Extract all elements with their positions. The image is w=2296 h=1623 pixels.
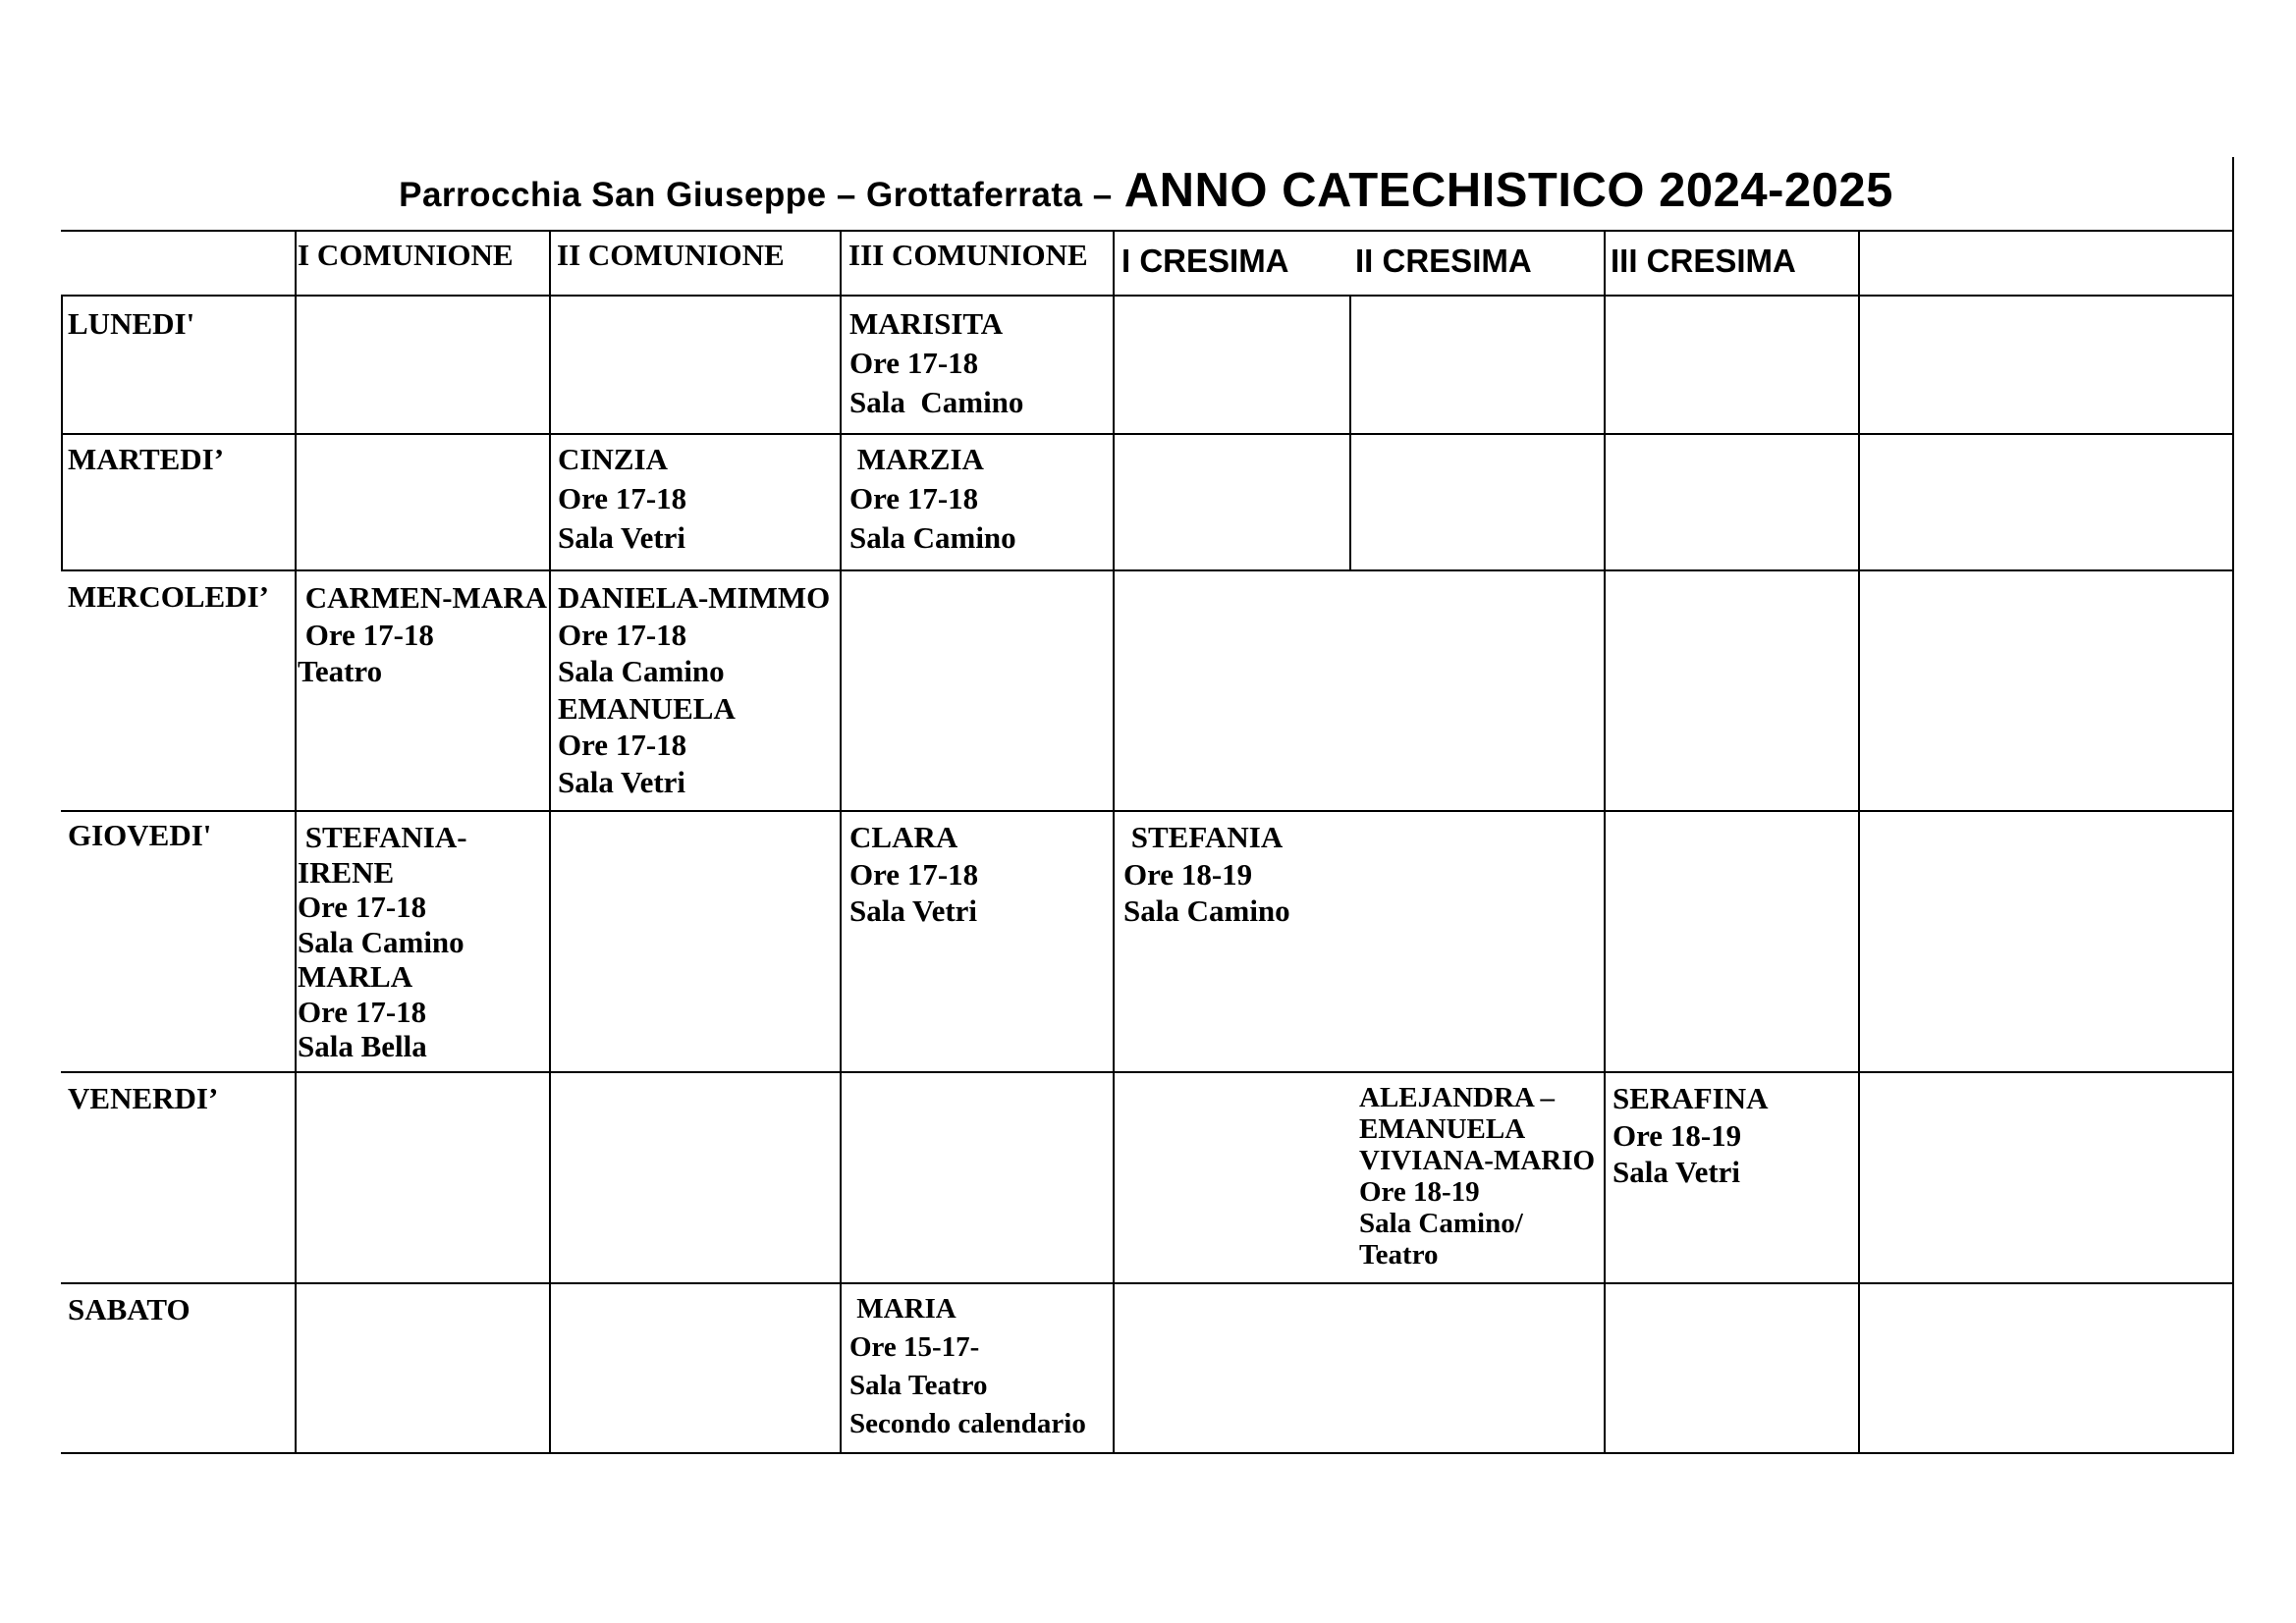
entry-line: MARISITA	[849, 306, 1004, 341]
grid-line	[1858, 230, 1860, 1454]
column-header-i-cresima: I CRESIMA	[1121, 243, 1289, 279]
day-label-lunedi: LUNEDI'	[68, 306, 195, 341]
column-header-ii-comunione: II COMUNIONE	[557, 238, 785, 272]
entry-lunedi-iii-comunione	[849, 304, 1023, 422]
grid-line	[295, 230, 297, 1454]
column-header-ii-cresima: II CRESIMA	[1355, 243, 1532, 279]
entry-line: Ore 18-19	[1359, 1176, 1480, 1208]
entry-line: VIVIANA-MARIO	[1359, 1145, 1596, 1176]
entry-line: MARLA	[298, 959, 413, 994]
day-label-martedi: MARTEDI’	[68, 442, 225, 476]
grid-line	[840, 230, 842, 1454]
grid-line	[61, 569, 2234, 571]
entry-line: Ore 15-17-	[849, 1331, 980, 1363]
entry-line: Teatro	[298, 654, 383, 688]
title-parish: Parrocchia San Giuseppe – Grottaferrata –	[399, 176, 1113, 214]
title-year: ANNO CATECHISTICO 2024-2025	[1123, 164, 1893, 217]
entry-line: Ore 17-18	[849, 856, 979, 892]
grid-line	[61, 433, 63, 569]
column-header-iii-cresima: III CRESIMA	[1611, 243, 1796, 279]
grid-line	[549, 230, 551, 1454]
day-label-mercoledi: MERCOLEDI’	[68, 579, 269, 614]
entry-line: Ore 17-18	[558, 728, 687, 762]
entry-line: Sala Camino	[558, 654, 725, 688]
entry-line: CLARA	[849, 820, 958, 854]
entry-line: Ore 18-19	[1123, 856, 1253, 892]
entry-line: Sala Camino	[1123, 893, 1290, 928]
entry-martedi-ii-comunione	[558, 440, 686, 558]
grid-line	[61, 1282, 2234, 1284]
entry-line: Sala Bella	[298, 1029, 427, 1063]
grid-line	[61, 1452, 2234, 1454]
entry-line: Sala Vetri	[558, 520, 686, 555]
column-header-iii-comunione: III COMUNIONE	[848, 238, 1088, 272]
day-label-venerdi: VENERDI’	[68, 1081, 219, 1115]
entry-venerdi-iii-cresima	[1613, 1080, 1768, 1191]
grid-line	[1349, 295, 1351, 570]
grid-line	[61, 295, 2234, 297]
day-label-giovedi: GIOVEDI'	[68, 818, 212, 852]
entry-line: Ore 17-18	[849, 346, 979, 380]
entry-sabato-iii-comunione	[849, 1290, 1086, 1443]
entry-line: Sala Camino	[298, 924, 465, 959]
grid-line	[2232, 157, 2234, 1454]
entry-giovedi-i-cresima	[1123, 819, 1290, 930]
entry-line: CINZIA	[558, 442, 668, 476]
grid-line	[61, 810, 2234, 812]
entry-mercoledi-i-comunione	[298, 579, 547, 690]
column-header-i-comunione: I COMUNIONE	[298, 238, 514, 272]
page-title	[61, 163, 2231, 228]
entry-line: Sala Camino	[849, 520, 1016, 555]
entry-line: STEFANIA-	[298, 820, 467, 854]
entry-line: DANIELA-MIMMO	[558, 580, 831, 615]
entry-line: CARMEN-MARA	[298, 580, 547, 615]
entry-line: ALEJANDRA –	[1359, 1082, 1555, 1113]
entry-line: STEFANIA	[1123, 820, 1284, 854]
entry-line: Sala Vetri	[1613, 1155, 1741, 1189]
entry-line: EMANUELA	[1359, 1113, 1526, 1145]
day-label-sabato: SABATO	[68, 1292, 191, 1326]
entry-line: Sala Vetri	[849, 893, 978, 928]
entry-line: Sala Camino/	[1359, 1208, 1523, 1239]
entry-line: Ore 17-18	[298, 890, 427, 924]
entry-giovedi-iii-comunione	[849, 819, 978, 930]
grid-line	[1113, 230, 1115, 1454]
entry-venerdi-ii-cresima	[1359, 1082, 1595, 1271]
entry-line: EMANUELA	[558, 690, 736, 726]
entry-line: IRENE	[298, 854, 395, 890]
entry-line: Ore 17-18	[558, 617, 687, 652]
entry-line: Sala Camino	[849, 385, 1024, 419]
entry-martedi-iii-comunione	[849, 440, 1016, 558]
entry-giovedi-i-comunione	[298, 820, 467, 1064]
entry-line: Secondo calendario	[849, 1408, 1086, 1439]
grid-line	[1604, 230, 1606, 1454]
entry-line: Teatro	[1359, 1239, 1439, 1271]
entry-line: MARIA	[849, 1293, 957, 1325]
grid-line	[61, 295, 63, 435]
grid-line	[61, 433, 2234, 435]
entry-mercoledi-ii-comunione	[558, 579, 830, 800]
entry-line: Ore 17-18	[849, 481, 979, 515]
entry-line: Ore 17-18	[298, 617, 434, 652]
entry-line: Ore 18-19	[1613, 1117, 1742, 1153]
entry-line: Sala Vetri	[558, 764, 686, 799]
entry-line: Ore 17-18	[558, 481, 687, 515]
entry-line: MARZIA	[849, 442, 984, 476]
entry-line: Sala Teatro	[849, 1370, 988, 1401]
grid-line	[61, 1071, 2234, 1073]
grid-line	[61, 230, 2234, 232]
entry-line: Ore 17-18	[298, 994, 427, 1029]
entry-line: SERAFINA	[1613, 1081, 1769, 1115]
